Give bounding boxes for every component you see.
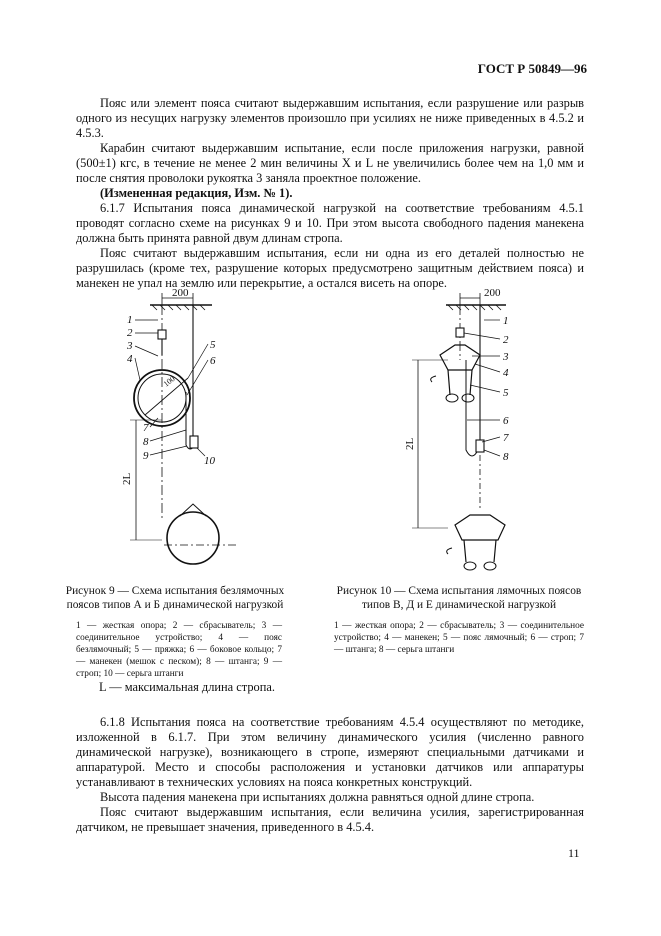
length-note: L — максимальная длина стропа.	[99, 680, 275, 694]
fig10-label: 8	[503, 451, 509, 463]
figure-10-caption: Рисунок 10 — Схема испытания лямочных поясов типов В, Д и Е динамической нагрузкой	[336, 585, 582, 611]
fig10-label: 5	[503, 387, 509, 399]
fig10-label: 7	[503, 432, 509, 444]
fig10-label: 6	[503, 415, 509, 427]
paragraph: Высота падения манекена при испытаниях должна равняться одной длине стропа.	[100, 790, 535, 804]
fig9-label: 5	[210, 339, 216, 351]
paragraph: Карабин считают выдержавшим испытание, если после приложения нагрузки, равной (500±1) кгс, в течение не менее 2 мин величины X и L не увеличились более чем на 1,0 мм и после снятия проволоки рукоятка 3 заняла проектное положение.	[76, 141, 584, 185]
fig10-label: 4	[503, 367, 509, 379]
standard-header: ГОСТ Р 50849—96	[477, 61, 587, 76]
figure-9-legend: 1 — жесткая опора; 2 — сбрасыватель; 3 — соединительное устройство; 4 — пояс безлямочный; 5 — пряжка; 6 — боковое кольцо; 7 — манекен (мешок с песком); 8 — штанга; 9 — строп; 10 — серьга штанги	[76, 621, 282, 679]
fig9-label: 6	[210, 355, 216, 367]
paragraph: 6.1.7 Испытания пояса динамической нагрузкой на соответствие требованиям 4.5.1 проводят согласно схеме на рисунках 9 и 10. При этом высота свободного падения манекена должна быть принята равной двум длинам стропа.	[76, 201, 584, 245]
paragraph: Пояс или элемент пояса считают выдержавшим испытания, если разрушение или разрыв одного из несущих нагрузку элементов произошло при усилиях не ниже приведенных в 4.5.2 и 4.5.3.	[76, 96, 584, 140]
dim-2l: 2L	[121, 472, 133, 485]
dim-200: 200	[172, 287, 189, 299]
section-618-block	[76, 715, 584, 835]
dim-100: 100	[161, 374, 177, 389]
figure-9-caption: Рисунок 9 — Схема испытания безлямочных поясов типов А и Б динамической нагрузкой	[65, 585, 285, 611]
amendment-note: (Измененная редакция, Изм. № 1).	[100, 186, 293, 200]
fig10-label: 2	[503, 334, 509, 346]
paragraph: 6.1.8 Испытания пояса на соответствие требованиям 4.5.4 осуществляют по методике, изложенной в 6.1.7. При этом величину динамического усилия (численно равного динамической нагрузке), возникающего в стропе, измеряют специальными датчиками и аппаратурой. Место и способы расположения и установки датчиков или аппаратуры устанавливают в технических условиях на пояса конкретных конструкций.	[76, 715, 584, 789]
dim-200: 200	[484, 287, 501, 299]
fig10-label: 1	[503, 315, 509, 327]
paragraph: Пояс считают выдержавшим испытания, если величина усилия, зарегистрированная датчиком, не превышает значения, приведенного в 4.5.4.	[76, 805, 584, 834]
figure-10-legend: 1 — жесткая опора; 2 — сбрасыватель; 3 — соединительное устройство; 4 — манекен; 5 — пояс лямочный; 6 — строп; 7 — штанга; 8 — серьга штанги	[334, 621, 584, 655]
fig9-label: 4	[127, 353, 133, 365]
fig9-label: 8	[143, 436, 149, 448]
fig9-label: 2	[127, 327, 133, 339]
fig9-label: 10	[204, 455, 215, 467]
fig9-label: 9	[143, 450, 149, 462]
dim-2l: 2L	[404, 437, 416, 450]
fig9-label: 1	[127, 314, 133, 326]
fig9-label: 7	[143, 422, 149, 434]
fig10-label: 3	[503, 351, 509, 363]
fig9-label: 3	[127, 340, 133, 352]
page-number: 11	[568, 846, 580, 860]
paragraph: Пояс считают выдержавшим испытания, если ни одна из его деталей полностью не разрушилась (кроме тех, разрушение которых предусмотрено защитным действием пояса) и манекен не упал на землю или перекрытие, а остался висеть на опоре.	[76, 246, 584, 290]
